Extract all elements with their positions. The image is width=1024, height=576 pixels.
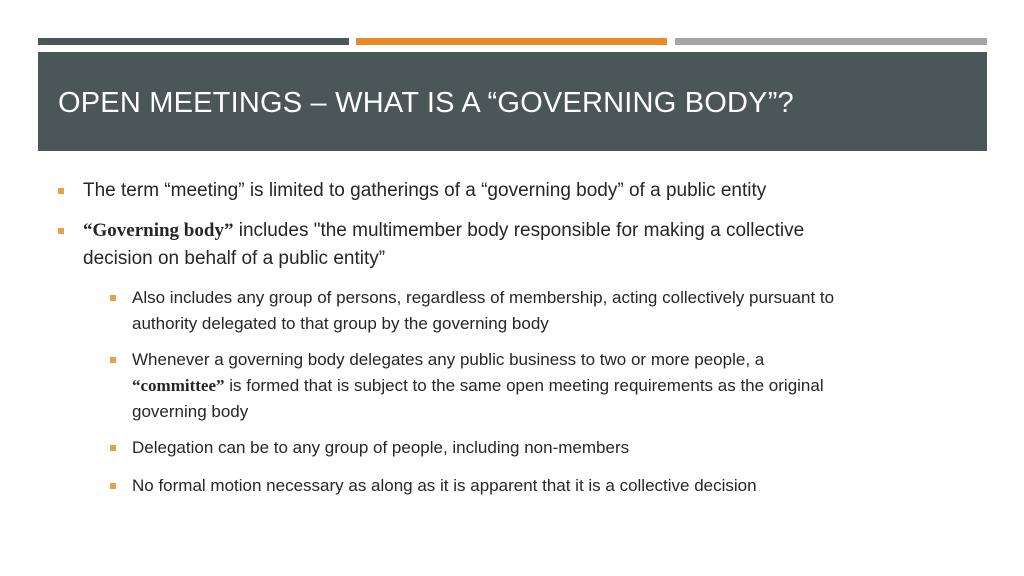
sub-bullet-bold-term: “committee” [132, 376, 225, 395]
sub-bullet-marker-icon [110, 445, 116, 451]
sub-bullet-delegation [132, 435, 972, 461]
sub-bullet-text-continued: is formed that is subject to the same open meeting requirements as the original [224, 376, 824, 395]
bullet-text: The term “meeting” is limited to gatherings of a “governing body” of a public entity [83, 180, 767, 201]
bullet-marker-icon [58, 188, 64, 194]
bullet-text-continued: decision on behalf of a public entity” [83, 248, 386, 269]
sub-bullet-text: Delegation can be to any group of people, including non-members [132, 438, 630, 457]
bullet-governing-body [83, 217, 973, 273]
sub-bullet-text: Also includes any group of persons, regardless of membership, acting collectively pursuant to [132, 288, 835, 307]
sub-bullet-text: No formal motion necessary as along as it is apparent that it is a collective decision [132, 476, 757, 495]
sub-bullet-group-of-persons [132, 285, 972, 337]
sub-bullet-marker-icon [110, 483, 116, 489]
bullet-text: includes "the multimember body responsible for making a collective [233, 220, 805, 241]
slide-title: OPEN MEETINGS – WHAT IS A “GOVERNING BODY”? [58, 87, 794, 119]
sub-bullet-marker-icon [110, 357, 116, 363]
sub-bullet-committee [132, 347, 972, 425]
sub-bullet-text-continued: authority delegated to that group by the governing body [132, 314, 549, 333]
bullet-meeting-definition [83, 177, 973, 205]
sub-bullet-text-continued: governing body [132, 402, 249, 421]
sub-bullet-marker-icon [110, 295, 116, 301]
bullet-bold-term: “Governing body” [83, 220, 234, 241]
sub-bullet-text: Whenever a governing body delegates any public business to two or more people, a [132, 350, 765, 369]
sub-bullet-formal-motion [132, 473, 972, 499]
bullet-marker-icon [58, 228, 64, 234]
